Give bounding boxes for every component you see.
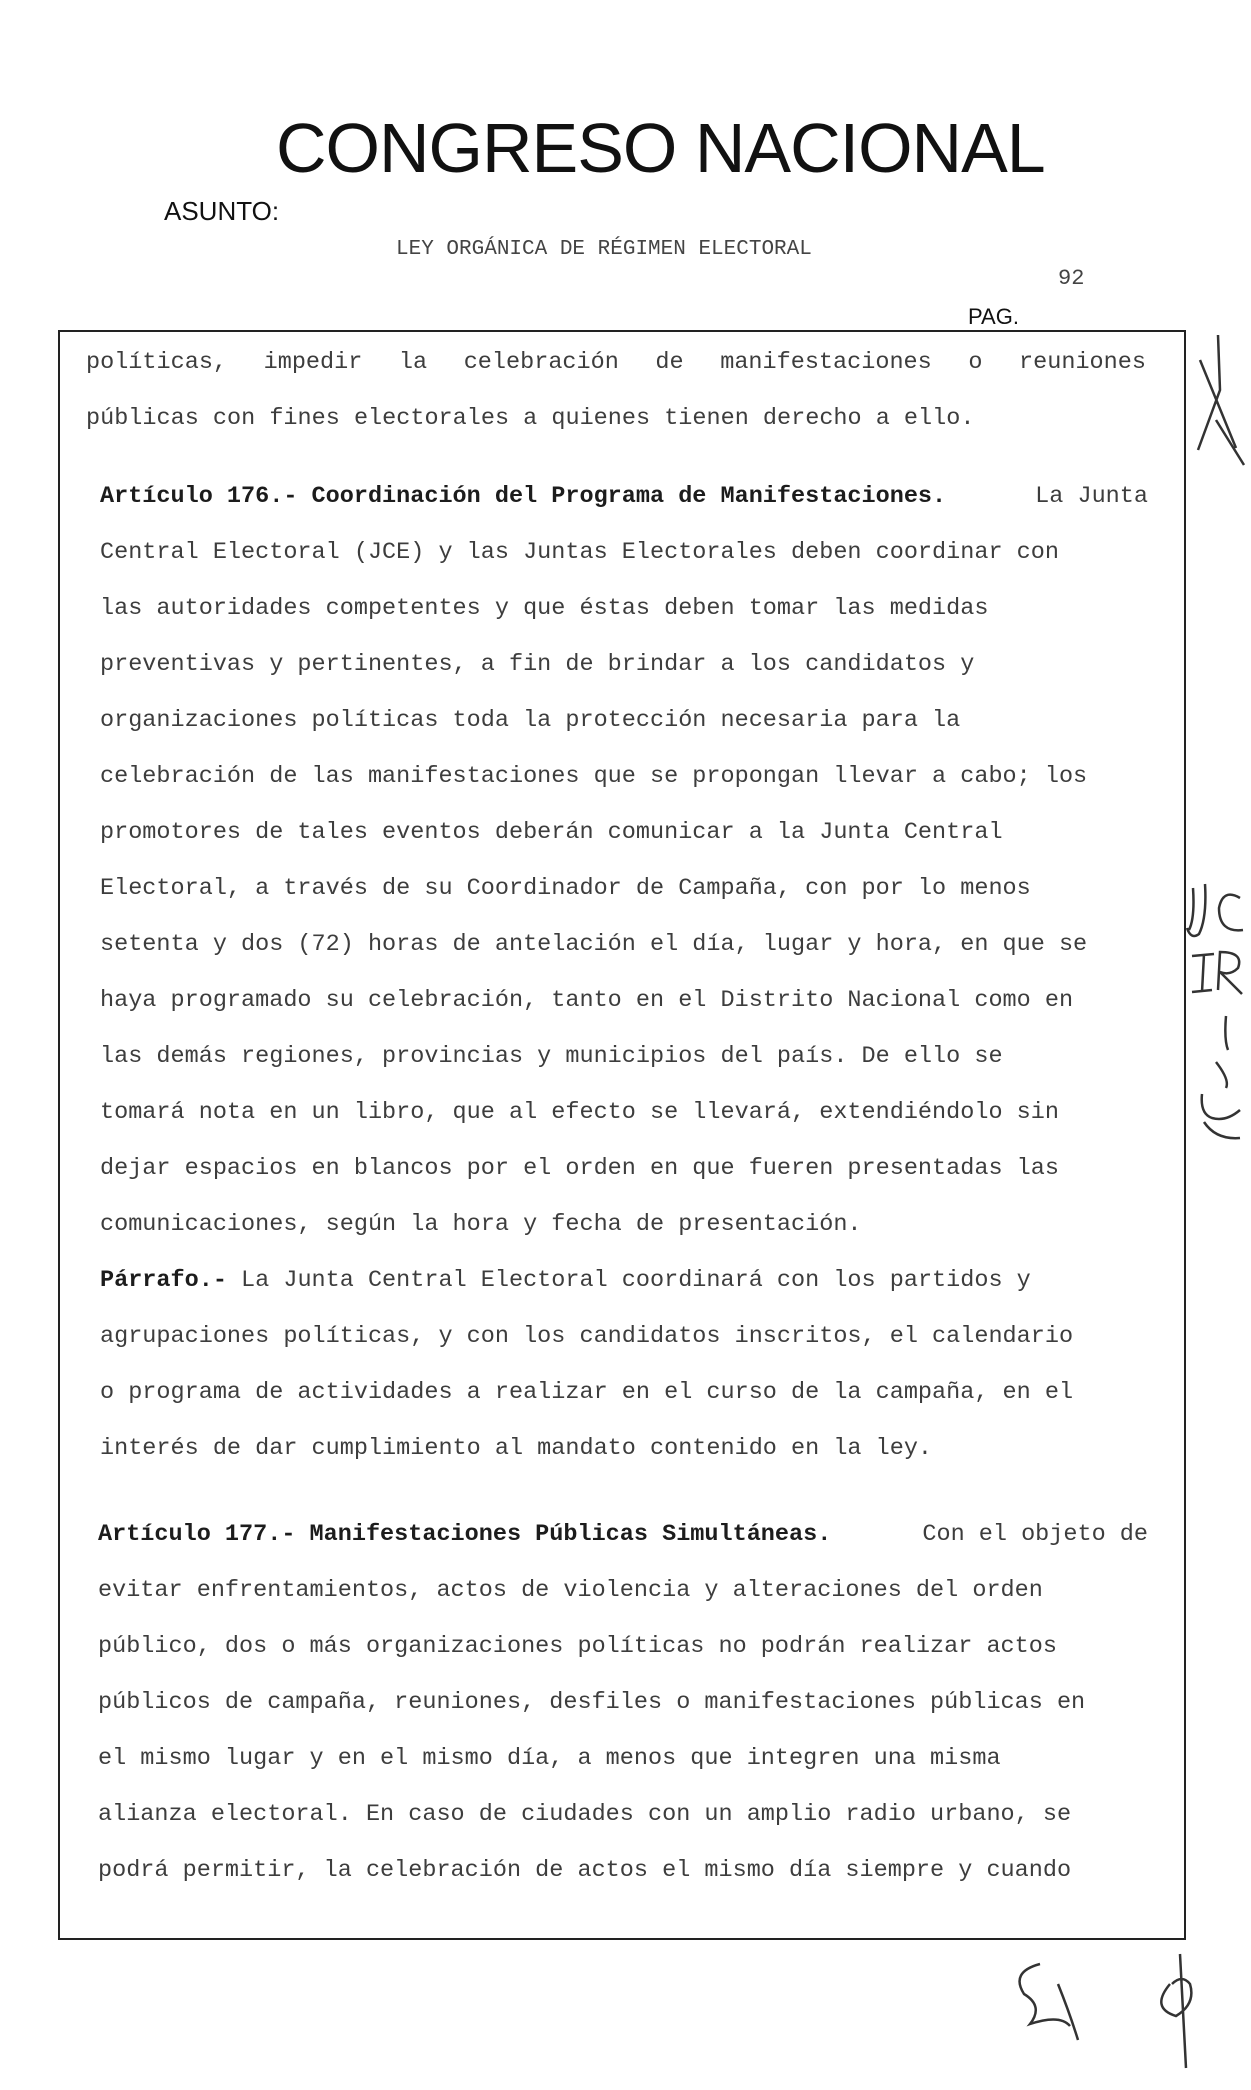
- text-line: tomará nota en un libro, que al efecto se llevará, extendiéndolo sin: [100, 1099, 1059, 1126]
- text-line: evitar enfrentamientos, actos de violencia y alteraciones del orden: [98, 1577, 1043, 1604]
- text-line: organizaciones políticas toda la protección necesaria para la: [100, 707, 961, 734]
- text-line: o programa de actividades a realizar en el curso de la campaña, en el: [100, 1379, 1074, 1406]
- text-line: el mismo lugar y en el mismo día, a menos que integren una misma: [98, 1745, 1001, 1772]
- article-line: [98, 1520, 1148, 1550]
- paragraph-line: [100, 1266, 1031, 1296]
- text-line: agrupaciones políticas, y con los candidatos inscritos, el calendario: [100, 1323, 1074, 1350]
- text-line: públicos de campaña, reuniones, desfiles o manifestaciones públicas en: [98, 1689, 1086, 1716]
- text-line: públicas con fines electorales a quienes tienen derecho a ello.: [86, 405, 975, 432]
- text-line: haya programado su celebración, tanto en el Distrito Nacional como en: [100, 987, 1074, 1014]
- document-subject: LEY ORGÁNICA DE RÉGIMEN ELECTORAL: [396, 238, 812, 261]
- text-line: celebración de las manifestaciones que se propongan llevar a cabo; los: [100, 763, 1088, 790]
- text-line: dejar espacios en blancos por el orden en que fueren presentadas las: [100, 1155, 1059, 1182]
- text-fragment: Con el objeto de: [922, 1521, 1148, 1548]
- text-line: interés de dar cumplimiento al mandato contenido en la ley.: [100, 1435, 933, 1462]
- initials-ir-handwritten: [1190, 948, 1246, 998]
- article-line: [100, 482, 1148, 512]
- text-line: alianza electoral. En caso de ciudades con un amplio radio urbano, se: [98, 1801, 1072, 1828]
- article-heading: Artículo 176.- Coordinación del Programa de Manifestaciones.: [100, 483, 947, 510]
- article-heading: Artículo 177.- Manifestaciones Públicas Simultáneas.: [98, 1521, 832, 1548]
- letterhead-title: CONGRESO NACIONAL: [276, 109, 1045, 187]
- text-line: comunicaciones, según la hora y fecha de presentación.: [100, 1211, 862, 1238]
- text-line: Electoral, a través de su Coordinador de Campaña, con por lo menos: [100, 875, 1031, 902]
- text-line: podrá permitir, la celebración de actos el mismo día siempre y cuando: [98, 1857, 1072, 1884]
- page-number: 92: [1058, 266, 1085, 291]
- text-fragment: La Junta Central Electoral coordinará con los partidos y: [241, 1267, 1031, 1294]
- text-line: políticas, impedir la celebración de manifestaciones o reuniones: [86, 349, 1146, 376]
- text-line: promotores de tales eventos deberán comunicar a la Junta Central: [100, 819, 1003, 846]
- text-line: público, dos o más organizaciones políticas no podrán realizar actos: [98, 1633, 1057, 1660]
- text-line: preventivas y pertinentes, a fin de brindar a los candidatos y: [100, 651, 975, 678]
- initials-jjc-handwritten: [1185, 878, 1247, 948]
- slash-signature-mark: [1188, 330, 1248, 470]
- pag-label: PAG.: [968, 304, 1019, 329]
- text-line: Central Electoral (JCE) y las Juntas Electorales deben coordinar con: [100, 539, 1059, 566]
- asunto-label: ASUNTO:: [164, 196, 280, 226]
- bottom-signature-mark: [1000, 1944, 1220, 2074]
- text-line: las autoridades competentes y que éstas deben tomar las medidas: [100, 595, 989, 622]
- text-line: setenta y dos (72) horas de antelación el día, lugar y hora, en que se: [100, 931, 1088, 958]
- handwritten-scribble-mark: [1196, 1010, 1246, 1150]
- text-fragment: La Junta: [1035, 483, 1148, 510]
- text-line: las demás regiones, provincias y municipios del país. De ello se: [100, 1043, 1003, 1070]
- paragraph-heading: Párrafo.-: [100, 1267, 227, 1294]
